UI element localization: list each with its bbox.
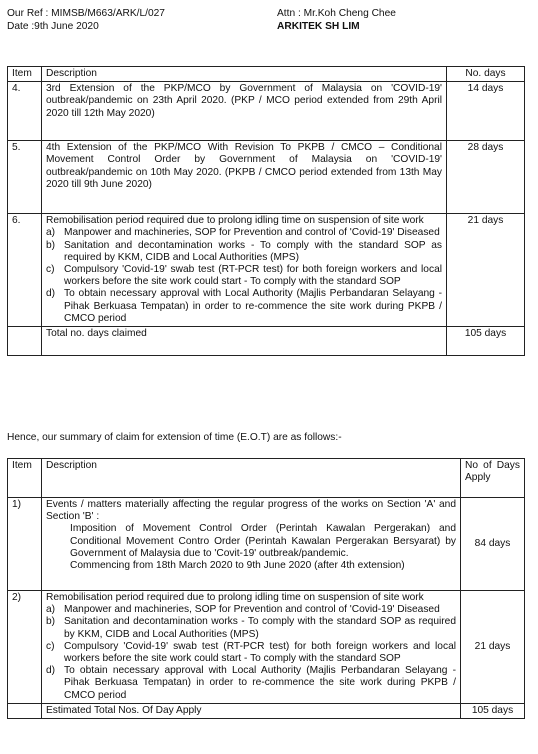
list-label: b) — [46, 239, 56, 251]
list-text: Sanitation and decontamination works - To comply with the standard SOP as required by KKM, CIDB and Local Authorities (MPS) — [64, 616, 456, 640]
total-row — [8, 327, 525, 356]
list-label: d) — [46, 288, 56, 300]
header-description: Description — [42, 459, 461, 498]
header-days: No of Days Apply — [461, 459, 525, 498]
total-label: Total no. days claimed — [42, 327, 447, 356]
row-description: 3rd Extension of the PKP/MCO by Government of Malaysia on 'COVID-19' outbreak/pandemic on 23th April 2020. (PKP / MCO period extended from 29th April 2020 till 12th May 2020) — [42, 82, 447, 141]
reference-block — [7, 8, 165, 34]
row-days: 28 days — [447, 141, 525, 214]
list-text: Sanitation and decontamination works - To comply with the standard SOP as required by KKM, CIDB and Local Authorities (MPS) — [64, 239, 442, 263]
attention-line: Attn : Mr.Koh Cheng Chee — [277, 8, 396, 19]
total-days: 105 days — [461, 703, 525, 718]
list-item — [46, 665, 456, 702]
row-days: 21 days — [447, 214, 525, 327]
row-title: Events / matters materially affecting the regular progress of the works on Section 'A' and Section 'B' : — [46, 499, 456, 523]
header-item: Item — [8, 67, 42, 82]
table-row — [8, 498, 525, 591]
row-period: Commencing from 18th March 2020 to 9th June 2020 (after 4th extension) — [70, 560, 405, 572]
header-item: Item — [8, 459, 42, 498]
list-text: Manpower and machineries, SOP for Prevention and control of 'Covid-19' Diseased — [64, 604, 440, 616]
row-item: 6. — [8, 214, 42, 327]
list-text: To obtain necessary approval with Local Authority (Majlis Perbandaran Selayang - Pihak Berkuasa Tempatan) in order to re-commence the site work during PKPB / CMCO period — [64, 288, 442, 324]
row-item: 1) — [8, 498, 42, 591]
row-intro: Remobilisation period required due to prolong idling time on suspension of site work — [46, 592, 424, 603]
total-item-cell — [8, 703, 42, 718]
row-days: 14 days — [447, 82, 525, 141]
extension-table — [7, 66, 525, 356]
letter-date: Date :9th June 2020 — [7, 21, 99, 32]
list-text: Compulsory 'Covid-19' swab test (RT-PCR test) for both foreign workers and local workers before the site work could start - To comply with the standard SOP — [64, 264, 442, 288]
list-item — [46, 227, 442, 239]
list-label: a) — [46, 227, 56, 239]
row-body: Imposition of Movement Control Order (Perintah Kawalan Pergerakan) and Conditional Movement Contro Order (Perintah Kawalan Pergerakan Bersyarat) by Government of Malaysia due to 'Covit-19' outbreak/pandemic. — [70, 523, 456, 559]
total-label: Estimated Total Nos. Of Day Apply — [42, 703, 461, 718]
list-text: To obtain necessary approval with Local Authority (Majlis Perbandaran Selayang - Pihak Berkuasa Tempatan) in order to re-commence the site work during PKPB / CMCO period — [64, 665, 456, 701]
row-item: 5. — [8, 141, 42, 214]
list-label: a) — [46, 604, 56, 616]
table-header-row — [8, 459, 525, 498]
list-label: c) — [46, 640, 55, 652]
row-days: 84 days — [461, 498, 525, 591]
table-row — [8, 82, 525, 141]
list-item — [46, 616, 456, 640]
summary-table — [7, 458, 525, 719]
row-description — [42, 498, 461, 591]
table-row — [8, 591, 525, 704]
row-item: 4. — [8, 82, 42, 141]
list-item — [46, 240, 442, 264]
list-item — [46, 604, 456, 616]
row-description — [42, 591, 461, 704]
summary-intro: Hence, our summary of claim for extension of time (E.O.T) are as follows:- — [7, 432, 342, 443]
table-row — [8, 214, 525, 327]
letter-header — [7, 8, 531, 40]
company-name: ARKITEK SH LIM — [277, 21, 360, 32]
table-row — [8, 141, 525, 214]
list-label: b) — [46, 616, 56, 628]
list-text: Manpower and machineries, SOP for Prevention and control of 'Covid-19' Diseased — [64, 227, 440, 239]
row-intro: Remobilisation period required due to prolong idling time on suspension of site work — [46, 215, 424, 227]
header-days: No. days — [447, 67, 525, 82]
row-description: 4th Extension of the PKP/MCO With Revision To PKPB / CMCO – Conditional Movement Control Order by Government of Malaysia on 'COVID-19' outbreak/pandemic on 10th May 2020. (PKPB / CMCO period extended from 13th May 2020 till 9th June 2020) — [42, 141, 447, 214]
list-item — [46, 264, 442, 288]
row-item: 2) — [8, 591, 42, 704]
total-days: 105 days — [447, 327, 525, 356]
row-days: 21 days — [461, 591, 525, 704]
list-label: d) — [46, 665, 56, 677]
table-header-row — [8, 67, 525, 82]
attention-block — [277, 8, 396, 34]
list-item — [46, 641, 456, 665]
total-item-cell — [8, 327, 42, 356]
list-label: c) — [46, 264, 55, 276]
list-text: Compulsory 'Covid-19' swab test (RT-PCR test) for both foreign workers and local workers before the site work could start - To comply with the standard SOP — [64, 640, 456, 665]
header-description: Description — [42, 67, 447, 82]
list-item — [46, 288, 442, 325]
total-row — [8, 703, 525, 718]
our-ref: Our Ref : MIMSB/M663/ARK/L/027 — [7, 8, 165, 19]
row-description — [42, 214, 447, 327]
